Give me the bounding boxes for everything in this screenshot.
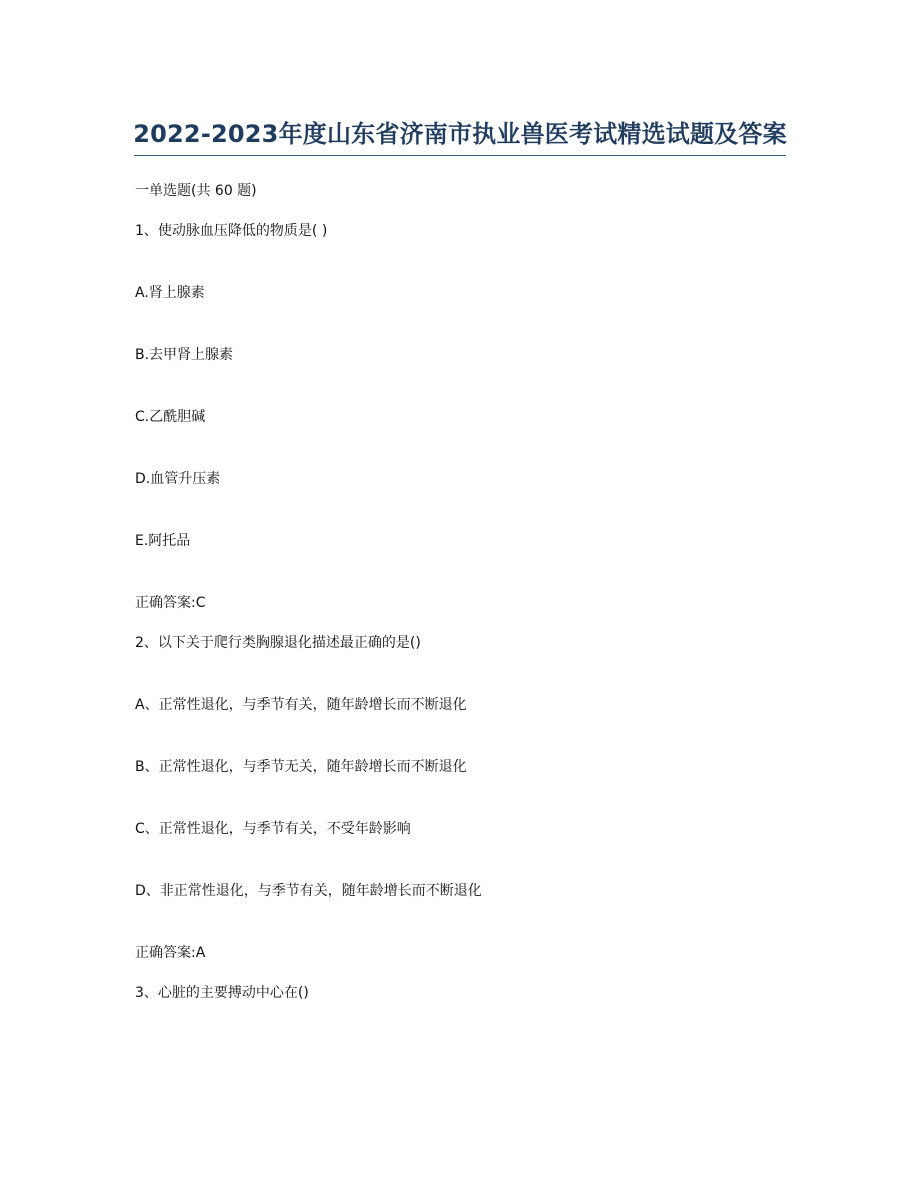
answer-option: A、正常性退化，与季节有关，随年龄增长而不断退化 <box>135 697 467 713</box>
answer-option: E.阿托品 <box>135 533 191 549</box>
correct-answer: 正确答案:C <box>135 595 206 611</box>
page-title: 2022-2023年度山东省济南市执业兽医考试精选试题及答案 <box>133 120 787 148</box>
correct-answer: 正确答案:A <box>135 945 206 961</box>
answer-option: C、正常性退化，与季节有关，不受年龄影响 <box>135 821 411 837</box>
answer-option: C.乙酰胆碱 <box>135 409 206 425</box>
section-heading: 一单选题(共 60 题) <box>135 183 257 199</box>
question-stem: 1、使动脉血压降低的物质是( ) <box>135 223 328 239</box>
answer-option: B、正常性退化，与季节无关，随年龄增长而不断退化 <box>135 759 467 775</box>
question-stem: 3、心脏的主要搏动中心在() <box>135 985 309 1001</box>
answer-option: D.血管升压素 <box>135 471 221 487</box>
answer-option: A.肾上腺素 <box>135 285 205 301</box>
question-stem: 2、以下关于爬行类胸腺退化描述最正确的是() <box>135 635 421 651</box>
title-divider <box>134 155 786 156</box>
answer-option: B.去甲肾上腺素 <box>135 347 234 363</box>
answer-option: D、非正常性退化，与季节有关，随年龄增长而不断退化 <box>135 883 482 899</box>
